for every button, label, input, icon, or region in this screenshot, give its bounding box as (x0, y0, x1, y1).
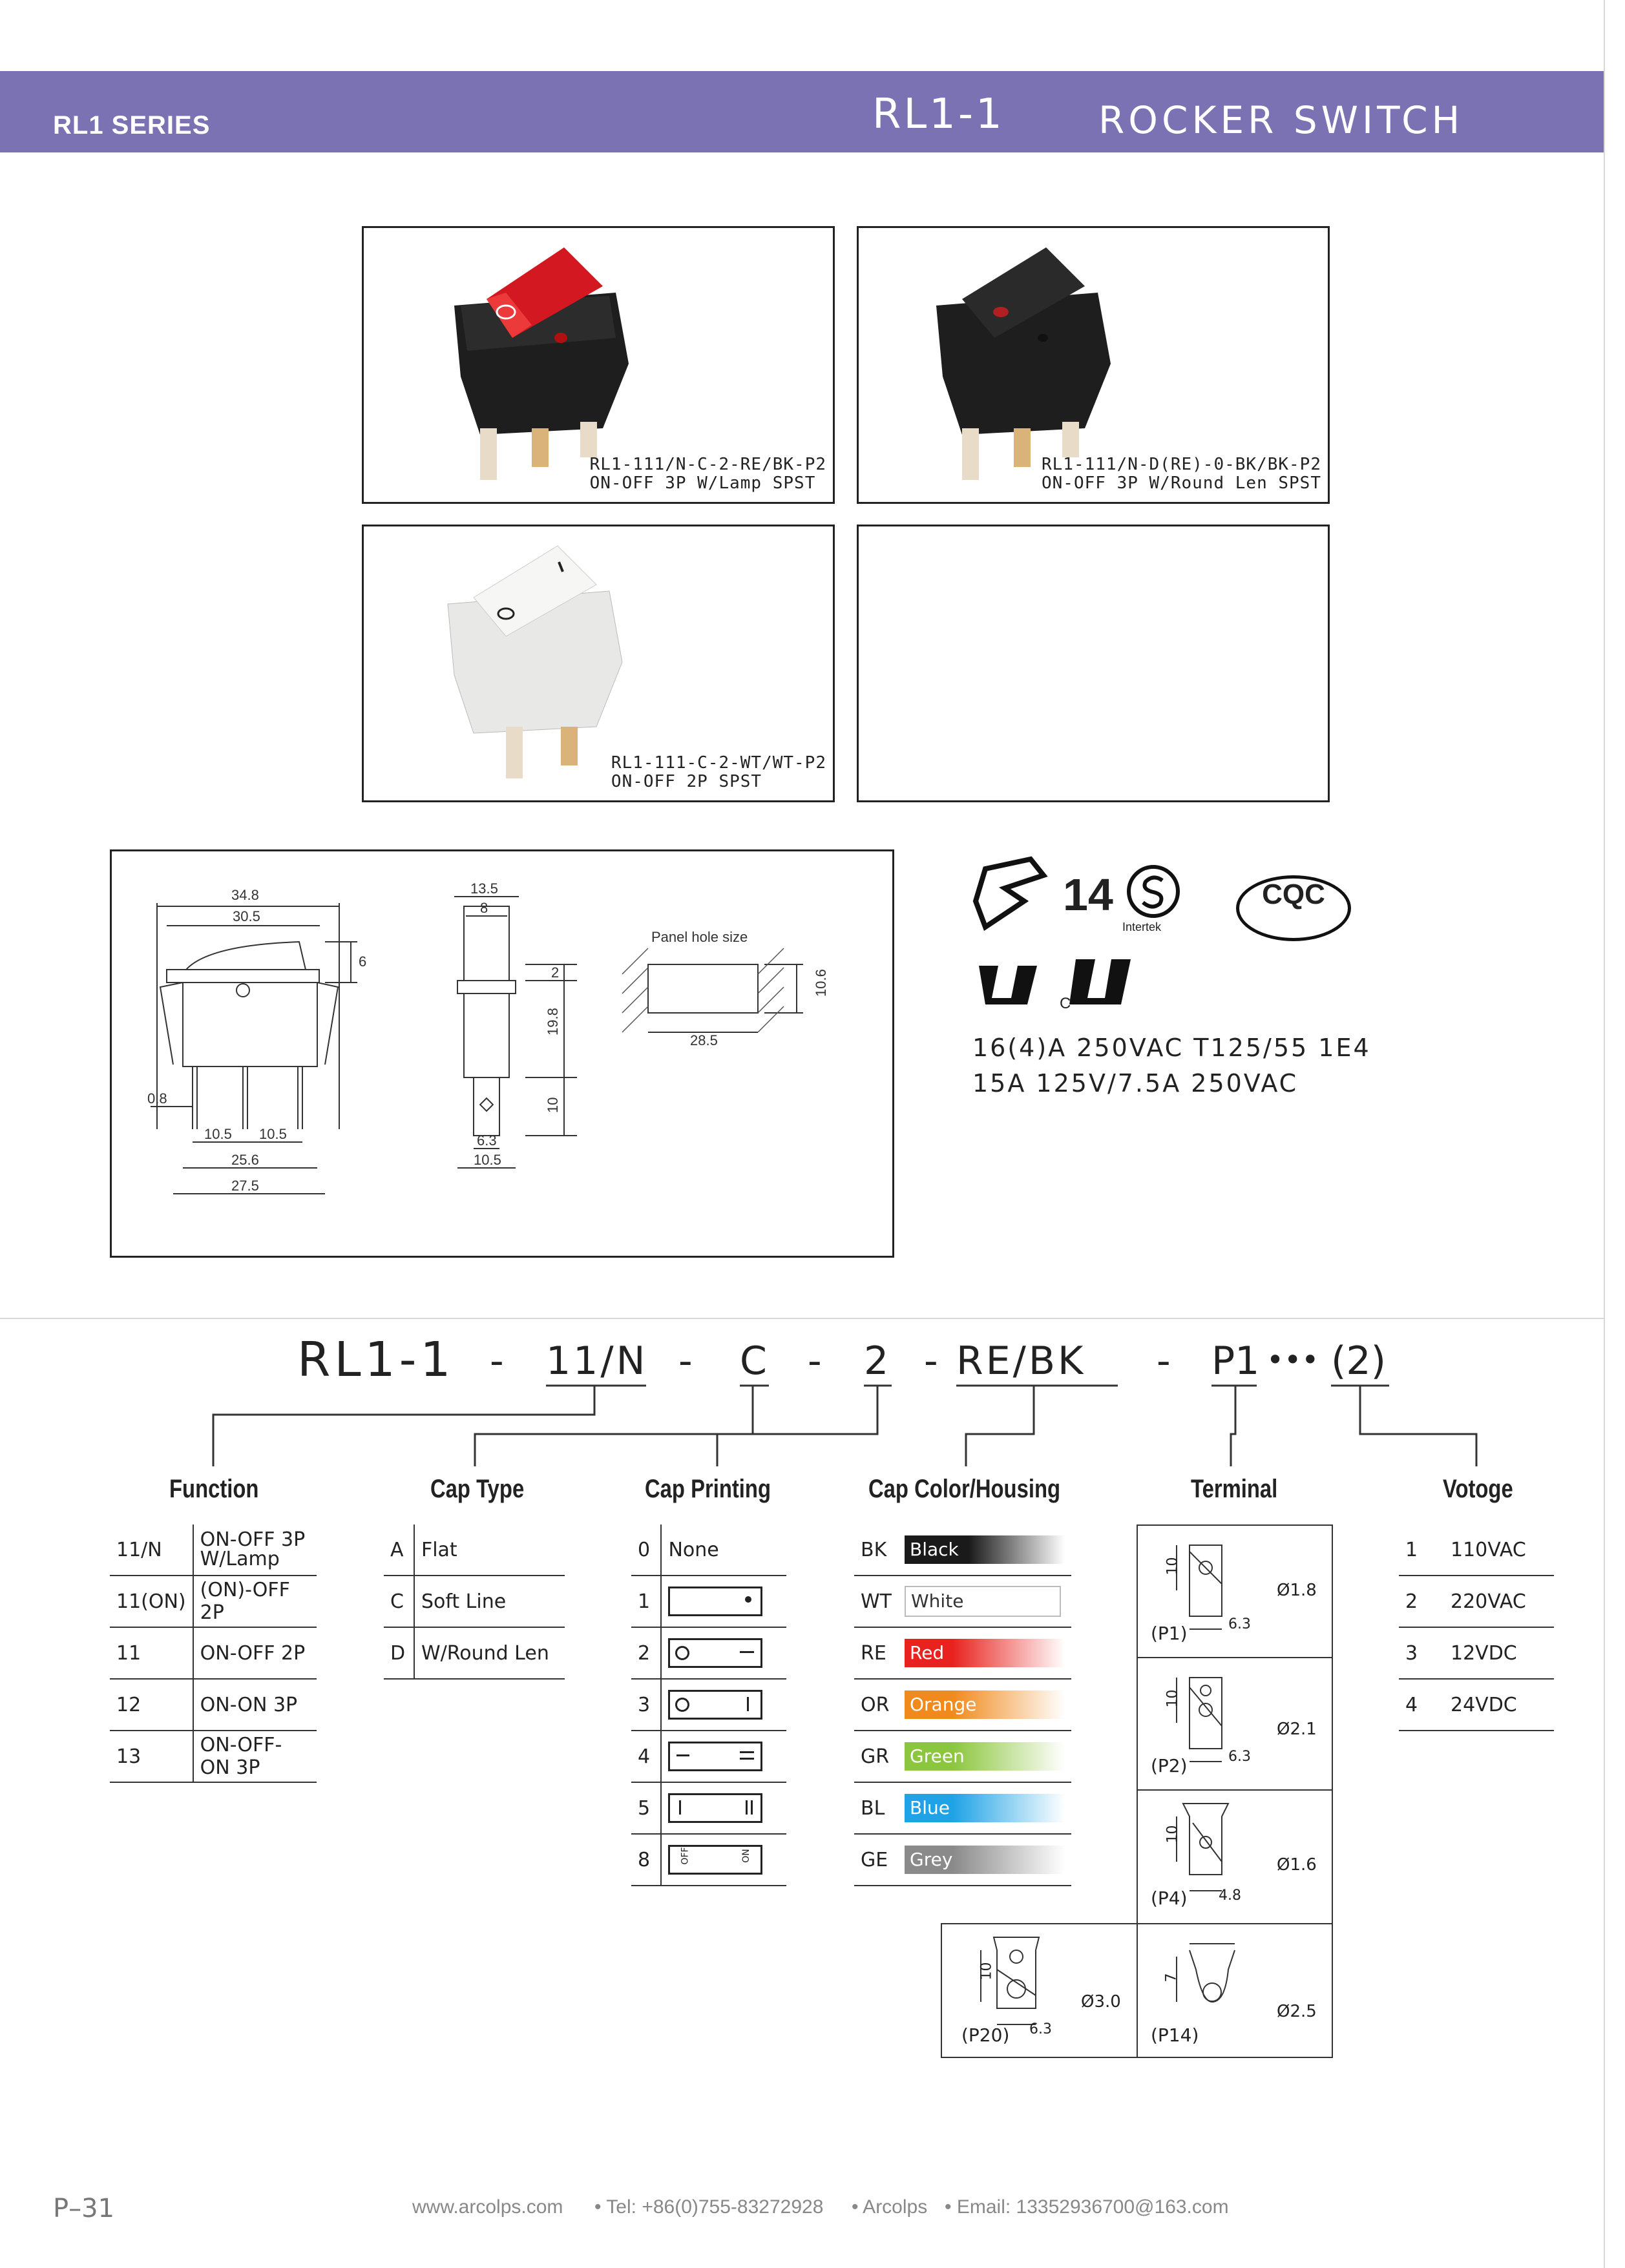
function-heading: Function (169, 1475, 259, 1503)
terminal-p14-icon (1164, 1931, 1267, 2034)
cap-color-heading: Cap Color/Housing (868, 1475, 1061, 1503)
table-row: RE Red (854, 1627, 1071, 1679)
rating-line-1: 16(4)A 250VAC T125/55 1E4 (972, 1034, 1371, 1062)
dim-8: 8 (480, 900, 488, 916)
table-row: 11 ON-OFF 2P (110, 1627, 317, 1679)
dim-10-5-b: 10.5 (259, 1126, 287, 1142)
right-margin-rule (1604, 0, 1605, 2268)
swatch-grey: Grey (905, 1846, 1065, 1874)
photo-white-switch (362, 525, 835, 802)
dim-28-5: 28.5 (690, 1032, 718, 1048)
table-row: 1 (631, 1576, 786, 1627)
table-row: BL Blue (854, 1782, 1071, 1834)
table-row: 0 None (631, 1524, 786, 1576)
print-pattern-dot-icon (668, 1587, 762, 1616)
table-row: 13 ON-OFF-ON 3P (110, 1731, 317, 1782)
table-row: 4 (631, 1731, 786, 1782)
print-pattern-o-bar-icon (668, 1690, 762, 1720)
dim-6-3: 6.3 (477, 1132, 497, 1149)
voltage-table (1399, 1524, 1554, 1731)
cap-type-table (384, 1524, 565, 1680)
swatch-green: Green (905, 1742, 1065, 1771)
print-pattern-dash-equal-icon (668, 1742, 762, 1771)
page-number: P–31 (53, 2194, 115, 2223)
pn-dots: ••• (1266, 1342, 1319, 1377)
dim-13-5: 13.5 (470, 880, 498, 897)
pn-function: 11/N (546, 1338, 648, 1384)
cqc-logo: CQC (1236, 875, 1351, 941)
table-row: 1 110VAC (1399, 1524, 1554, 1576)
dim-6: 6 (359, 953, 367, 970)
dim-10-5-c: 10.5 (474, 1152, 501, 1168)
table-row: A Flat (384, 1524, 565, 1576)
white-rocker-switch-image (409, 533, 642, 791)
enec-number: 14 (1063, 869, 1113, 920)
header-banner (0, 71, 1604, 152)
cap-printing-table (631, 1524, 786, 1886)
table-row: C Soft Line (384, 1576, 565, 1627)
cap-type-heading: Cap Type (430, 1475, 525, 1503)
table-row: BK Black (854, 1524, 1071, 1576)
pn-cap-printing: 2 (864, 1338, 889, 1384)
pn-sep-1: - (490, 1338, 504, 1384)
terminal-heading: Terminal (1191, 1475, 1278, 1503)
red-rocker-switch-image (415, 234, 648, 493)
table-row: 11(ON) (ON)-OFF 2P (110, 1576, 317, 1627)
dim-10: 10 (545, 1097, 561, 1113)
table-row: D W/Round Len (384, 1627, 565, 1679)
footer-email[interactable]: • Email: 13352936700@163.com (945, 2196, 1229, 2218)
dimension-drawing-svg (112, 851, 892, 1256)
pn-color: RE/BK (956, 1338, 1086, 1384)
dim-25-6: 25.6 (231, 1152, 259, 1168)
photo-empty-slot (857, 525, 1330, 802)
pn-terminal: P1 (1211, 1338, 1260, 1384)
cap-printing-heading: Cap Printing (645, 1475, 771, 1503)
terminal-p4-icon (1164, 1797, 1261, 1894)
dim-30-5: 30.5 (233, 908, 260, 924)
table-row: WT White (854, 1576, 1071, 1627)
swatch-white: White (905, 1586, 1061, 1617)
table-row: 8 OFF ON (631, 1834, 786, 1886)
swatch-blue: Blue (905, 1794, 1065, 1822)
pn-sep-3: - (808, 1338, 822, 1384)
dim-34-8: 34.8 (231, 887, 259, 903)
footer-brand: • Arcolps (852, 2196, 928, 2218)
terminal-p14: (P14) 7 Ø2.5 (1137, 1923, 1333, 2058)
print-pattern-on-off-text-icon: OFF ON (668, 1845, 762, 1875)
photo-red-switch (362, 226, 835, 504)
dim-2: 2 (551, 964, 560, 981)
dim-10-5-a: 10.5 (204, 1126, 232, 1142)
dimension-drawing (110, 849, 894, 1258)
table-row: GE Grey (854, 1834, 1071, 1886)
pn-sep-5: - (1157, 1338, 1171, 1384)
rating-line-2: 15A 125V/7.5A 250VAC (972, 1069, 1299, 1098)
dim-10-6: 10.6 (813, 969, 829, 997)
cap-color-table (854, 1524, 1071, 1886)
dim-0-8: 0.8 (147, 1090, 167, 1107)
swatch-red: Red (905, 1639, 1065, 1667)
table-row: 4 24VDC (1399, 1679, 1554, 1731)
terminal-p4: (P4) 10 4.8 Ø1.6 (1137, 1789, 1333, 1924)
footer-phone: • Tel: +86(0)755-83272928 (594, 2196, 824, 2218)
ul-logo-icon (972, 953, 1140, 1011)
voltage-heading: Votoge (1443, 1475, 1513, 1503)
panel-hole-label: Panel hole size (651, 929, 748, 945)
intertek-label: Intertek (1122, 921, 1162, 933)
footer-website[interactable]: www.arcolps.com (412, 2196, 563, 2218)
swatch-orange: Orange (905, 1691, 1065, 1719)
enec-logo-icon (972, 856, 1076, 933)
function-table (110, 1524, 317, 1783)
table-row: 2 (631, 1627, 786, 1679)
series-label: RL1 SERIES (53, 111, 211, 140)
pn-cap-type: C (740, 1338, 767, 1384)
pn-sep-2: - (678, 1338, 693, 1384)
photo-black-switch (857, 226, 1330, 504)
photo-caption-3: RL1-111-C-2-WT/WT-P2 ON-OFF 2P SPST (611, 753, 826, 791)
table-row: OR Orange (854, 1679, 1071, 1731)
black-rocker-switch-image (897, 234, 1130, 493)
dim-19-8: 19.8 (545, 1008, 561, 1035)
print-pattern-o-dash-icon (668, 1638, 762, 1668)
swatch-black: Black (905, 1535, 1065, 1564)
table-row: 5 (631, 1782, 786, 1834)
terminal-p20-icon (968, 1931, 1071, 2034)
dim-27-5: 27.5 (231, 1178, 259, 1194)
photo-caption-1: RL1-111/N-C-2-RE/BK-P2 ON-OFF 3P W/Lamp SPST (589, 455, 826, 493)
pn-voltage: (2) (1331, 1338, 1386, 1384)
terminal-p1: (P1) 10 6.3 Ø1.8 (1137, 1524, 1333, 1659)
pn-sep-4: - (924, 1338, 938, 1384)
cul-c-label: C (1060, 995, 1071, 1012)
terminal-p2: (P2) 10 6.3 Ø2.1 (1137, 1657, 1333, 1792)
table-row: 12 ON-ON 3P (110, 1679, 317, 1731)
terminal-p20: (P20) 10 6.3 Ø3.0 (941, 1923, 1139, 2058)
table-row: 3 (631, 1679, 786, 1731)
table-row: GR Green (854, 1731, 1071, 1782)
photo-caption-2: RL1-111/N-D(RE)-0-BK/BK-P2 ON-OFF 3P W/Round Len SPST (1042, 455, 1321, 493)
pn-base: RL1-1 (297, 1332, 455, 1388)
table-row: 2 220VAC (1399, 1576, 1554, 1627)
product-title: ROCKER SWITCH (1098, 98, 1464, 142)
model-label: RL1-1 (872, 90, 1005, 138)
certification-logos (972, 856, 1425, 1050)
table-row: 11/N ON-OFF 3P W/Lamp (110, 1524, 317, 1576)
table-row: 3 12VDC (1399, 1627, 1554, 1679)
section-divider (0, 1318, 1604, 1319)
print-pattern-bar-double-bar-icon (668, 1793, 762, 1823)
